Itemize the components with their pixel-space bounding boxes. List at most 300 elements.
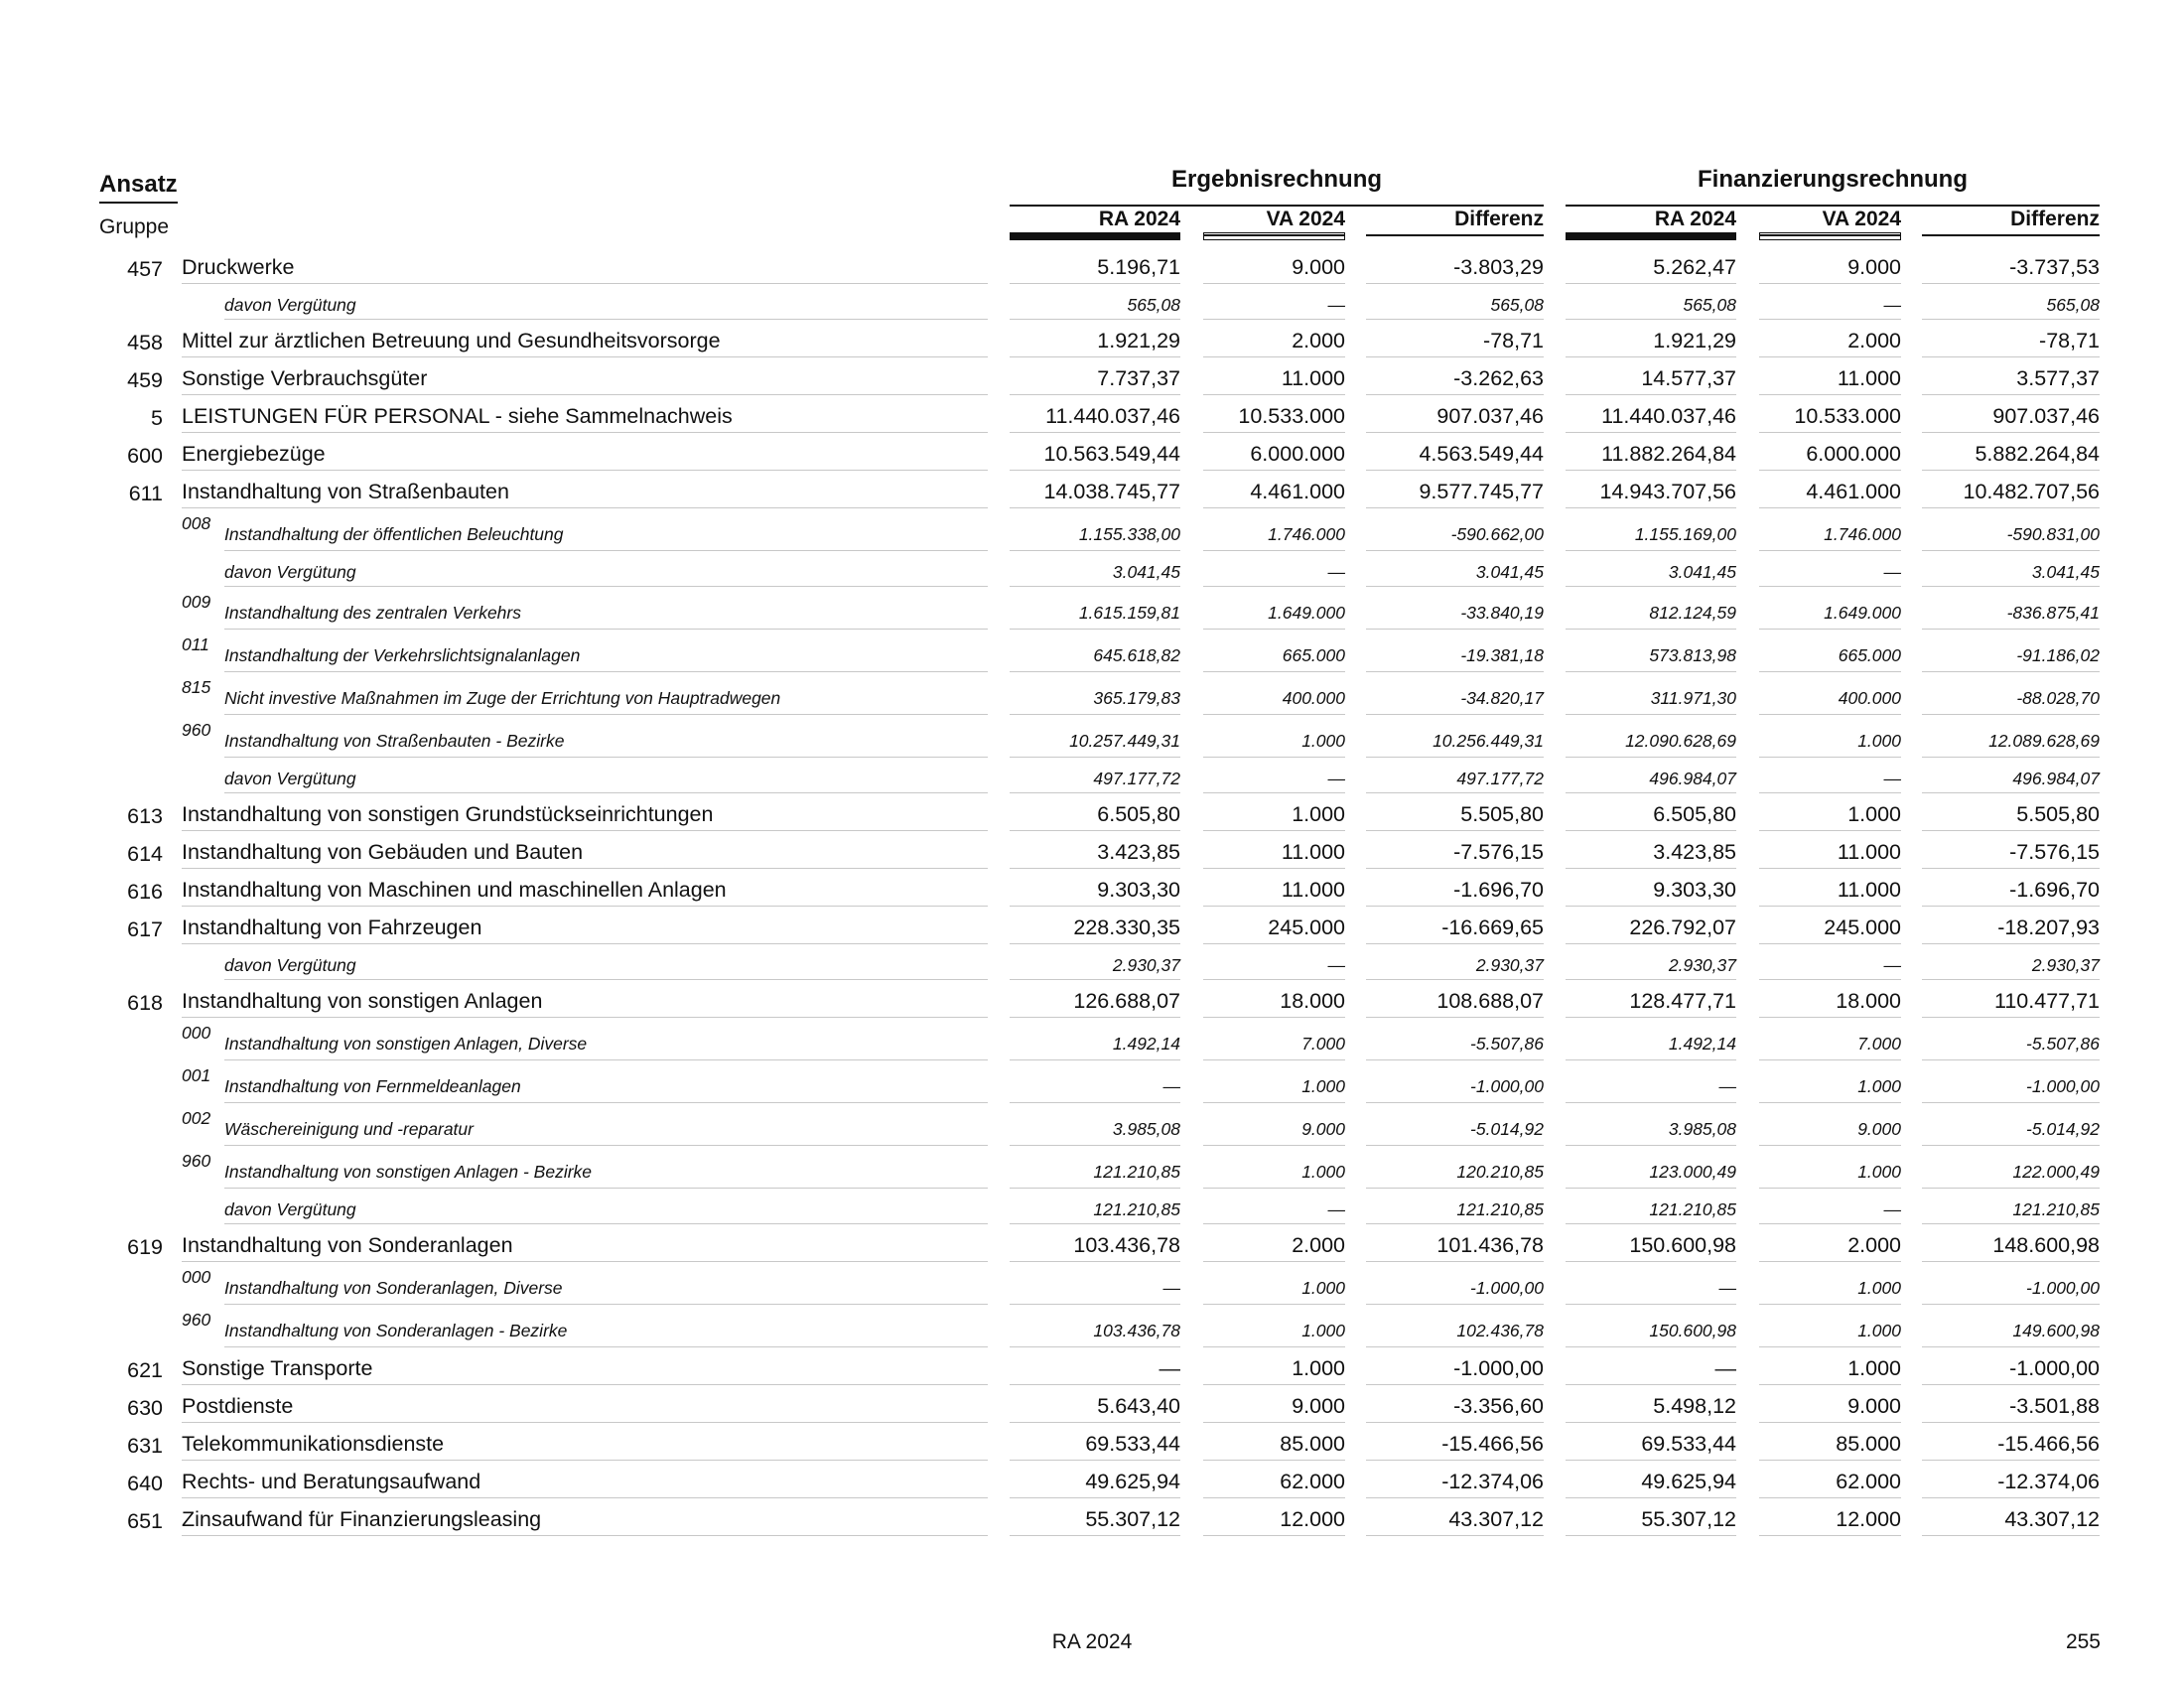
cell-diff-finanz: -91.186,02 — [1922, 640, 2100, 672]
row-code: 000 — [182, 1267, 211, 1287]
cell-ra-finanz: 69.533,44 — [1566, 1429, 1736, 1461]
cell-diff-ergebnis: -1.000,00 — [1366, 1071, 1544, 1103]
cell-diff-finanz: 907.037,46 — [1922, 401, 2100, 433]
cell-va-ergebnis: 245.000 — [1203, 913, 1345, 944]
cell-diff-finanz: 149.600,98 — [1922, 1316, 2100, 1347]
cell-diff-finanz: 2.930,37 — [1922, 952, 2100, 980]
cell-va-finanz: 10.533.000 — [1759, 401, 1901, 433]
cell-va-finanz: 1.649.000 — [1759, 598, 1901, 630]
table-row — [0, 357, 2184, 395]
row-code: 008 — [182, 513, 211, 533]
cell-diff-finanz: -3.737,53 — [1922, 252, 2100, 284]
table-row — [0, 246, 2184, 284]
cell-diff-finanz: -88.028,70 — [1922, 683, 2100, 715]
cell-va-finanz: 4.461.000 — [1759, 477, 1901, 508]
cell-ra-finanz: 565,08 — [1566, 292, 1736, 320]
cell-ra-ergebnis: 3.423,85 — [1010, 837, 1180, 869]
table-subrow — [0, 1018, 2184, 1060]
cell-ra-ergebnis: 497.177,72 — [1010, 766, 1180, 793]
cell-va-ergebnis: — — [1203, 559, 1345, 587]
cell-diff-finanz: -1.696,70 — [1922, 875, 2100, 907]
row-code: 5 — [151, 406, 163, 430]
row-label: davon Vergütung — [224, 292, 988, 320]
cell-ra-ergebnis: 49.625,94 — [1010, 1467, 1180, 1498]
cell-ra-ergebnis: 10.563.549,44 — [1010, 439, 1180, 471]
table-subrow — [0, 672, 2184, 715]
cell-va-ergebnis: 4.461.000 — [1203, 477, 1345, 508]
cell-diff-finanz: -3.501,88 — [1922, 1391, 2100, 1423]
cell-diff-finanz: 3.577,37 — [1922, 363, 2100, 395]
cell-va-ergebnis: 12.000 — [1203, 1504, 1345, 1536]
table-subrow — [0, 1262, 2184, 1305]
cell-ra-finanz: 11.882.264,84 — [1566, 439, 1736, 471]
cell-diff-finanz: -5.507,86 — [1922, 1029, 2100, 1060]
cell-va-finanz: 85.000 — [1759, 1429, 1901, 1461]
row-code: 614 — [127, 842, 163, 866]
table-subrow — [0, 630, 2184, 672]
cell-diff-ergebnis: 5.505,80 — [1366, 799, 1544, 831]
row-label: Druckwerke — [182, 252, 988, 284]
cell-diff-finanz: 496.984,07 — [1922, 766, 2100, 793]
cell-ra-finanz: 3.985,08 — [1566, 1114, 1736, 1146]
cell-diff-ergebnis: 565,08 — [1366, 292, 1544, 320]
cell-va-finanz: — — [1759, 766, 1901, 793]
cell-va-finanz: 1.000 — [1759, 1273, 1901, 1305]
table-subrow — [0, 1060, 2184, 1103]
table-subrow — [0, 1103, 2184, 1146]
row-label: Instandhaltung von sonstigen Grundstückseinrichtungen — [182, 799, 988, 831]
cell-ra-ergebnis: 9.303,30 — [1010, 875, 1180, 907]
cell-va-finanz: 1.746.000 — [1759, 519, 1901, 551]
row-label: Instandhaltung von sonstigen Anlagen - Bezirke — [224, 1157, 988, 1189]
cell-ra-finanz: 121.210,85 — [1566, 1196, 1736, 1224]
table-davon-row — [0, 758, 2184, 793]
cell-va-ergebnis: 1.000 — [1203, 1071, 1345, 1103]
cell-va-finanz: 11.000 — [1759, 363, 1901, 395]
cell-diff-ergebnis: -3.803,29 — [1366, 252, 1544, 284]
cell-va-finanz: 1.000 — [1759, 799, 1901, 831]
cell-ra-finanz: 150.600,98 — [1566, 1316, 1736, 1347]
cell-ra-finanz: 123.000,49 — [1566, 1157, 1736, 1189]
section-ergebnisrechnung: Ergebnisrechnung — [1170, 166, 1383, 193]
cell-va-finanz: 6.000.000 — [1759, 439, 1901, 471]
footer-report-label: RA 2024 — [1051, 1630, 1133, 1653]
row-label: Energiebezüge — [182, 439, 988, 471]
cell-va-ergebnis: — — [1203, 766, 1345, 793]
cell-diff-finanz: 121.210,85 — [1922, 1196, 2100, 1224]
cell-ra-finanz: 11.440.037,46 — [1566, 401, 1736, 433]
cell-va-ergebnis: 85.000 — [1203, 1429, 1345, 1461]
legend-marker-va-1 — [1203, 232, 1345, 240]
cell-va-finanz: 11.000 — [1759, 875, 1901, 907]
col-header-va-1: VA 2024 — [1203, 205, 1345, 236]
cell-va-ergebnis: 9.000 — [1203, 252, 1345, 284]
table-row — [0, 793, 2184, 831]
cell-ra-ergebnis: 103.436,78 — [1010, 1230, 1180, 1262]
cell-diff-ergebnis: -5.507,86 — [1366, 1029, 1544, 1060]
cell-ra-finanz: 49.625,94 — [1566, 1467, 1736, 1498]
cell-va-finanz: 9.000 — [1759, 1114, 1901, 1146]
ansatz-heading: Ansatz — [99, 169, 178, 204]
cell-va-ergebnis: 1.746.000 — [1203, 519, 1345, 551]
cell-va-finanz: 62.000 — [1759, 1467, 1901, 1498]
cell-ra-ergebnis: 1.155.338,00 — [1010, 519, 1180, 551]
cell-diff-ergebnis: 120.210,85 — [1366, 1157, 1544, 1189]
cell-diff-ergebnis: 10.256.449,31 — [1366, 726, 1544, 758]
row-code: 009 — [182, 592, 211, 612]
cell-ra-finanz: 812.124,59 — [1566, 598, 1736, 630]
row-label: Instandhaltung von Sonderanlagen — [182, 1230, 988, 1262]
cell-diff-ergebnis: -78,71 — [1366, 326, 1544, 357]
cell-ra-finanz: 3.423,85 — [1566, 837, 1736, 869]
cell-diff-ergebnis: -590.662,00 — [1366, 519, 1544, 551]
table-davon-row — [0, 551, 2184, 587]
cell-diff-ergebnis: 43.307,12 — [1366, 1504, 1544, 1536]
cell-va-ergebnis: — — [1203, 1196, 1345, 1224]
cell-diff-ergebnis: 108.688,07 — [1366, 986, 1544, 1018]
table-row — [0, 1461, 2184, 1498]
row-label: Instandhaltung von Fahrzeugen — [182, 913, 988, 944]
cell-diff-ergebnis: 2.930,37 — [1366, 952, 1544, 980]
cell-ra-ergebnis: 565,08 — [1010, 292, 1180, 320]
cell-diff-finanz: -836.875,41 — [1922, 598, 2100, 630]
cell-ra-finanz: 5.262,47 — [1566, 252, 1736, 284]
cell-ra-finanz: — — [1566, 1071, 1736, 1103]
cell-diff-finanz: 5.882.264,84 — [1922, 439, 2100, 471]
cell-ra-ergebnis: 645.618,82 — [1010, 640, 1180, 672]
cell-diff-ergebnis: -15.466,56 — [1366, 1429, 1544, 1461]
gruppe-heading: Gruppe — [99, 215, 170, 238]
cell-ra-ergebnis: 121.210,85 — [1010, 1196, 1180, 1224]
row-label: Instandhaltung von Gebäuden und Bauten — [182, 837, 988, 869]
row-label: Instandhaltung der öffentlichen Beleuchtung — [224, 519, 988, 551]
row-code: 617 — [127, 917, 163, 941]
row-code: 640 — [127, 1472, 163, 1495]
row-label: Instandhaltung des zentralen Verkehrs — [224, 598, 988, 630]
row-code: 616 — [127, 880, 163, 904]
row-label: Instandhaltung von sonstigen Anlagen, Diverse — [224, 1029, 988, 1060]
row-label: Zinsaufwand für Finanzierungsleasing — [182, 1504, 988, 1536]
cell-ra-finanz: 14.943.707,56 — [1566, 477, 1736, 508]
cell-ra-finanz: 1.155.169,00 — [1566, 519, 1736, 551]
cell-va-ergebnis: 9.000 — [1203, 1114, 1345, 1146]
row-code: 459 — [127, 368, 163, 392]
table-row — [0, 831, 2184, 869]
cell-ra-ergebnis: — — [1010, 1273, 1180, 1305]
cell-ra-finanz: 1.492,14 — [1566, 1029, 1736, 1060]
row-label: Instandhaltung von Fernmeldeanlagen — [224, 1071, 988, 1103]
row-label: Postdienste — [182, 1391, 988, 1423]
cell-va-ergebnis: 10.533.000 — [1203, 401, 1345, 433]
row-code: 651 — [127, 1509, 163, 1533]
cell-va-ergebnis: 11.000 — [1203, 837, 1345, 869]
cell-va-finanz: — — [1759, 559, 1901, 587]
cell-va-finanz: 1.000 — [1759, 726, 1901, 758]
cell-va-finanz: 1.000 — [1759, 1316, 1901, 1347]
table-subrow — [0, 715, 2184, 758]
cell-ra-finanz: 496.984,07 — [1566, 766, 1736, 793]
table-row — [0, 1224, 2184, 1262]
cell-ra-ergebnis: 228.330,35 — [1010, 913, 1180, 944]
cell-ra-finanz: — — [1566, 1353, 1736, 1385]
cell-diff-finanz: -590.831,00 — [1922, 519, 2100, 551]
cell-va-ergebnis: 1.000 — [1203, 1353, 1345, 1385]
cell-va-ergebnis: 1.649.000 — [1203, 598, 1345, 630]
cell-va-ergebnis: 7.000 — [1203, 1029, 1345, 1060]
cell-va-finanz: 11.000 — [1759, 837, 1901, 869]
table-subrow — [0, 1305, 2184, 1347]
cell-diff-ergebnis: -3.356,60 — [1366, 1391, 1544, 1423]
row-label: Instandhaltung von Sonderanlagen - Bezirke — [224, 1316, 988, 1347]
row-label: LEISTUNGEN FÜR PERSONAL - siehe Sammelnachweis — [182, 401, 988, 433]
row-code: 600 — [127, 444, 163, 468]
cell-va-ergebnis: 400.000 — [1203, 683, 1345, 715]
cell-va-ergebnis: 1.000 — [1203, 1157, 1345, 1189]
cell-va-finanz: 400.000 — [1759, 683, 1901, 715]
cell-ra-ergebnis: 5.196,71 — [1010, 252, 1180, 284]
cell-diff-finanz: 110.477,71 — [1922, 986, 2100, 1018]
row-code: 611 — [128, 482, 163, 505]
row-label: Wäschereinigung und -reparatur — [224, 1114, 988, 1146]
row-code: 000 — [182, 1023, 211, 1043]
col-header-ra-1: RA 2024 — [1010, 205, 1180, 236]
cell-va-finanz: 2.000 — [1759, 326, 1901, 357]
cell-va-finanz: 9.000 — [1759, 1391, 1901, 1423]
row-code: 613 — [127, 804, 163, 828]
cell-va-ergebnis: 1.000 — [1203, 1273, 1345, 1305]
row-label: Rechts- und Beratungsaufwand — [182, 1467, 988, 1498]
table-row — [0, 395, 2184, 433]
cell-va-ergebnis: 665.000 — [1203, 640, 1345, 672]
cell-ra-ergebnis: 365.179,83 — [1010, 683, 1180, 715]
cell-ra-ergebnis: 103.436,78 — [1010, 1316, 1180, 1347]
cell-ra-ergebnis: — — [1010, 1353, 1180, 1385]
cell-diff-ergebnis: 9.577.745,77 — [1366, 477, 1544, 508]
row-code: 960 — [182, 720, 211, 740]
row-code: 002 — [182, 1108, 211, 1128]
cell-va-ergebnis: 18.000 — [1203, 986, 1345, 1018]
cell-va-ergebnis: 11.000 — [1203, 875, 1345, 907]
cell-va-finanz: 1.000 — [1759, 1157, 1901, 1189]
row-label: Mittel zur ärztlichen Betreuung und Gesundheitsvorsorge — [182, 326, 988, 357]
cell-ra-ergebnis: 2.930,37 — [1010, 952, 1180, 980]
row-label: Instandhaltung der Verkehrslichtsignalanlagen — [224, 640, 988, 672]
cell-diff-ergebnis: 102.436,78 — [1366, 1316, 1544, 1347]
cell-diff-ergebnis: -3.262,63 — [1366, 363, 1544, 395]
cell-va-ergebnis: 1.000 — [1203, 799, 1345, 831]
cell-va-ergebnis: 9.000 — [1203, 1391, 1345, 1423]
cell-ra-ergebnis: 6.505,80 — [1010, 799, 1180, 831]
cell-ra-ergebnis: 3.985,08 — [1010, 1114, 1180, 1146]
cell-ra-finanz: — — [1566, 1273, 1736, 1305]
cell-diff-ergebnis: -5.014,92 — [1366, 1114, 1544, 1146]
cell-va-finanz: — — [1759, 292, 1901, 320]
cell-ra-ergebnis: — — [1010, 1071, 1180, 1103]
cell-diff-ergebnis: 121.210,85 — [1366, 1196, 1544, 1224]
cell-va-ergebnis: 2.000 — [1203, 1230, 1345, 1262]
cell-ra-ergebnis: 11.440.037,46 — [1010, 401, 1180, 433]
cell-diff-ergebnis: -1.000,00 — [1366, 1273, 1544, 1305]
cell-ra-ergebnis: 55.307,12 — [1010, 1504, 1180, 1536]
cell-diff-ergebnis: 497.177,72 — [1366, 766, 1544, 793]
cell-diff-ergebnis: -19.381,18 — [1366, 640, 1544, 672]
cell-ra-finanz: 12.090.628,69 — [1566, 726, 1736, 758]
cell-diff-finanz: -1.000,00 — [1922, 1353, 2100, 1385]
cell-ra-finanz: 1.921,29 — [1566, 326, 1736, 357]
cell-ra-ergebnis: 10.257.449,31 — [1010, 726, 1180, 758]
cell-va-ergebnis: 1.000 — [1203, 1316, 1345, 1347]
row-label: davon Vergütung — [224, 1196, 988, 1224]
cell-va-finanz: 12.000 — [1759, 1504, 1901, 1536]
row-code: 630 — [127, 1396, 163, 1420]
cell-diff-finanz: 5.505,80 — [1922, 799, 2100, 831]
table-row — [0, 1385, 2184, 1423]
table-davon-row — [0, 284, 2184, 320]
row-code: 960 — [182, 1310, 211, 1330]
row-code: 631 — [127, 1434, 163, 1458]
cell-diff-ergebnis: -16.669,65 — [1366, 913, 1544, 944]
cell-ra-ergebnis: 69.533,44 — [1010, 1429, 1180, 1461]
cell-diff-finanz: -15.466,56 — [1922, 1429, 2100, 1461]
row-label: davon Vergütung — [224, 559, 988, 587]
cell-va-finanz: — — [1759, 952, 1901, 980]
table-subrow — [0, 587, 2184, 630]
cell-va-ergebnis: 1.000 — [1203, 726, 1345, 758]
cell-va-ergebnis: 2.000 — [1203, 326, 1345, 357]
cell-ra-finanz: 226.792,07 — [1566, 913, 1736, 944]
cell-diff-finanz: 148.600,98 — [1922, 1230, 2100, 1262]
cell-va-ergebnis: — — [1203, 292, 1345, 320]
cell-ra-finanz: 14.577,37 — [1566, 363, 1736, 395]
col-header-diff-2: Differenz — [1922, 205, 2100, 236]
cell-ra-finanz: 128.477,71 — [1566, 986, 1736, 1018]
cell-va-finanz: 245.000 — [1759, 913, 1901, 944]
cell-ra-ergebnis: 1.615.159,81 — [1010, 598, 1180, 630]
cell-ra-ergebnis: 14.038.745,77 — [1010, 477, 1180, 508]
cell-ra-ergebnis: 1.921,29 — [1010, 326, 1180, 357]
cell-ra-ergebnis: 126.688,07 — [1010, 986, 1180, 1018]
table-subrow — [0, 508, 2184, 551]
cell-ra-ergebnis: 3.041,45 — [1010, 559, 1180, 587]
cell-va-finanz: 2.000 — [1759, 1230, 1901, 1262]
cell-diff-finanz: -78,71 — [1922, 326, 2100, 357]
cell-va-finanz: 9.000 — [1759, 252, 1901, 284]
cell-diff-finanz: 12.089.628,69 — [1922, 726, 2100, 758]
cell-va-ergebnis: 11.000 — [1203, 363, 1345, 395]
cell-diff-ergebnis: 101.436,78 — [1366, 1230, 1544, 1262]
cell-diff-ergebnis: -12.374,06 — [1366, 1467, 1544, 1498]
row-code: 458 — [127, 331, 163, 354]
cell-ra-finanz: 5.498,12 — [1566, 1391, 1736, 1423]
cell-ra-ergebnis: 7.737,37 — [1010, 363, 1180, 395]
table-davon-row — [0, 944, 2184, 980]
cell-diff-ergebnis: -33.840,19 — [1366, 598, 1544, 630]
row-code: 619 — [127, 1235, 163, 1259]
cell-ra-ergebnis: 1.492,14 — [1010, 1029, 1180, 1060]
page-number: 255 — [2065, 1630, 2101, 1653]
row-label: Instandhaltung von Sonderanlagen, Diverse — [224, 1273, 988, 1305]
row-label: Instandhaltung von Maschinen und maschinellen Anlagen — [182, 875, 988, 907]
section-finanzierungsrechnung: Finanzierungsrechnung — [1697, 166, 1968, 193]
cell-va-finanz: 1.000 — [1759, 1071, 1901, 1103]
table-row — [0, 433, 2184, 471]
cell-va-ergebnis: 62.000 — [1203, 1467, 1345, 1498]
row-code: 621 — [127, 1358, 163, 1382]
cell-diff-ergebnis: -7.576,15 — [1366, 837, 1544, 869]
cell-diff-ergebnis: -34.820,17 — [1366, 683, 1544, 715]
cell-diff-ergebnis: -1.696,70 — [1366, 875, 1544, 907]
cell-diff-ergebnis: 3.041,45 — [1366, 559, 1544, 587]
col-header-va-2: VA 2024 — [1759, 205, 1901, 236]
table-subrow — [0, 1146, 2184, 1189]
cell-va-ergebnis: — — [1203, 952, 1345, 980]
row-label: Sonstige Transporte — [182, 1353, 988, 1385]
row-code: 960 — [182, 1151, 211, 1171]
cell-diff-finanz: 43.307,12 — [1922, 1504, 2100, 1536]
table-row — [0, 1498, 2184, 1536]
cell-diff-finanz: -7.576,15 — [1922, 837, 2100, 869]
cell-va-finanz: 7.000 — [1759, 1029, 1901, 1060]
row-label: davon Vergütung — [224, 766, 988, 793]
table-row — [0, 980, 2184, 1018]
cell-diff-ergebnis: 907.037,46 — [1366, 401, 1544, 433]
legend-marker-ra-1 — [1010, 232, 1180, 240]
cell-va-finanz: 1.000 — [1759, 1353, 1901, 1385]
cell-diff-finanz: -18.207,93 — [1922, 913, 2100, 944]
cell-diff-finanz: -5.014,92 — [1922, 1114, 2100, 1146]
table-row — [0, 1347, 2184, 1385]
table-row — [0, 320, 2184, 357]
row-label: Sonstige Verbrauchsgüter — [182, 363, 988, 395]
row-label: Nicht investive Maßnahmen im Zuge der Errichtung von Hauptradwegen — [224, 683, 988, 715]
table-row — [0, 869, 2184, 907]
cell-diff-ergebnis: -1.000,00 — [1366, 1353, 1544, 1385]
cell-ra-ergebnis: 5.643,40 — [1010, 1391, 1180, 1423]
cell-diff-ergebnis: 4.563.549,44 — [1366, 439, 1544, 471]
cell-ra-finanz: 311.971,30 — [1566, 683, 1736, 715]
row-label: Instandhaltung von Straßenbauten — [182, 477, 988, 508]
cell-diff-finanz: 3.041,45 — [1922, 559, 2100, 587]
cell-diff-finanz: -1.000,00 — [1922, 1273, 2100, 1305]
row-label: Instandhaltung von Straßenbauten - Bezirke — [224, 726, 988, 758]
row-label: Telekommunikationsdienste — [182, 1429, 988, 1461]
legend-marker-ra-2 — [1566, 232, 1736, 240]
cell-ra-ergebnis: 121.210,85 — [1010, 1157, 1180, 1189]
row-code: 001 — [182, 1065, 211, 1085]
row-code: 011 — [182, 634, 209, 654]
row-code: 618 — [127, 991, 163, 1015]
table-row — [0, 1423, 2184, 1461]
row-label: davon Vergütung — [224, 952, 988, 980]
budget-table — [0, 246, 2184, 1536]
cell-va-ergebnis: 6.000.000 — [1203, 439, 1345, 471]
table-row — [0, 471, 2184, 508]
cell-va-finanz: 665.000 — [1759, 640, 1901, 672]
cell-diff-finanz: 565,08 — [1922, 292, 2100, 320]
cell-va-finanz: 18.000 — [1759, 986, 1901, 1018]
row-label: Instandhaltung von sonstigen Anlagen — [182, 986, 988, 1018]
cell-diff-finanz: 122.000,49 — [1922, 1157, 2100, 1189]
row-code: 457 — [127, 257, 163, 281]
cell-ra-finanz: 150.600,98 — [1566, 1230, 1736, 1262]
cell-ra-finanz: 9.303,30 — [1566, 875, 1736, 907]
cell-diff-finanz: -1.000,00 — [1922, 1071, 2100, 1103]
col-header-ra-2: RA 2024 — [1566, 205, 1736, 236]
row-code: 815 — [182, 677, 211, 697]
cell-ra-finanz: 6.505,80 — [1566, 799, 1736, 831]
cell-diff-finanz: -12.374,06 — [1922, 1467, 2100, 1498]
cell-ra-finanz: 2.930,37 — [1566, 952, 1736, 980]
